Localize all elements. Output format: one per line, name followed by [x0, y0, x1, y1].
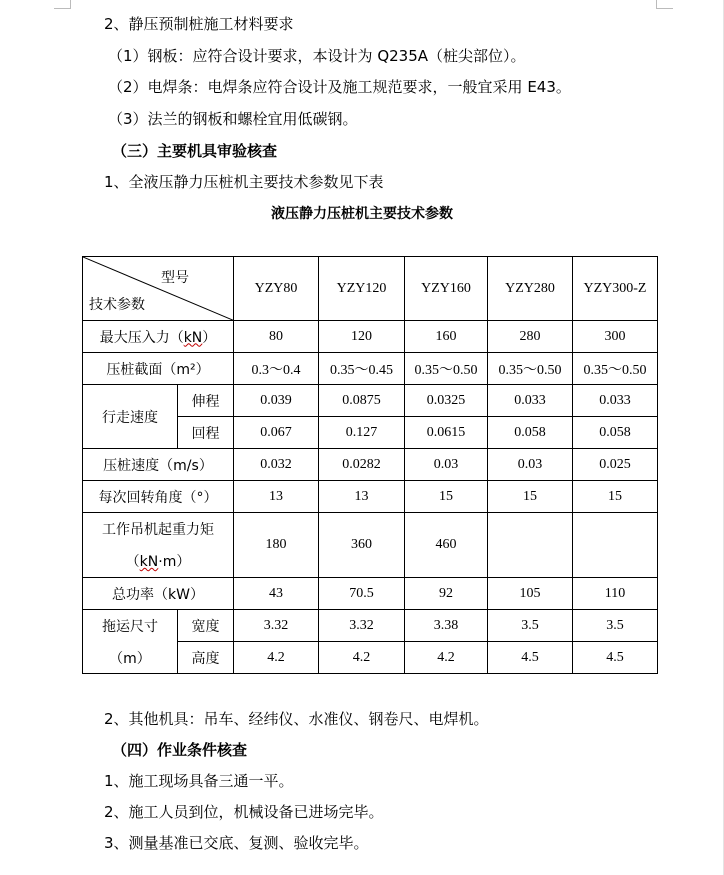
- row-label-line: 工作吊机起重力矩: [102, 522, 214, 538]
- table-cell: 300: [573, 321, 658, 353]
- table-cell: 92: [405, 578, 488, 610]
- pile-machine-spec-table: [82, 256, 658, 674]
- table-cell: 0.058: [488, 417, 573, 449]
- table-cell: 0.032: [234, 449, 319, 481]
- table-cell: [573, 513, 658, 578]
- row-group-label: 行走速度: [83, 385, 178, 449]
- table-cell: 0.067: [234, 417, 319, 449]
- table-cell: 3.32: [234, 610, 319, 642]
- model-header: YZY120: [319, 257, 405, 321]
- row-sublabel: 回程: [178, 417, 234, 449]
- table-cell: 0.033: [573, 385, 658, 417]
- table-cell: 0.039: [234, 385, 319, 417]
- row-label: 每次回转角度（°）: [83, 481, 234, 513]
- table-cell: 0.03: [488, 449, 573, 481]
- table-cell: 3.32: [319, 610, 405, 642]
- paragraph-staff-ready: 2、施工人员到位，机械设备已进场完毕。: [104, 803, 384, 821]
- paragraph-survey-ready: 3、测量基准已交底、复测、验收完毕。: [104, 834, 369, 852]
- table-cell: 0.033: [488, 385, 573, 417]
- table-cell: 4.5: [573, 642, 658, 674]
- table-cell: 0.0282: [319, 449, 405, 481]
- diagonal-header-cell: [83, 257, 234, 321]
- row-sublabel: 高度: [178, 642, 234, 674]
- unit-kn: kN: [139, 554, 159, 570]
- row-sublabel: 伸程: [178, 385, 234, 417]
- row-label: 压桩截面（m²）: [83, 353, 234, 385]
- table-header-row: [83, 257, 658, 321]
- table-row: [83, 578, 658, 610]
- model-header: YZY160: [405, 257, 488, 321]
- row-label: 最大压入力（kN）: [83, 321, 234, 353]
- table-cell: 15: [405, 481, 488, 513]
- table-cell: 15: [573, 481, 658, 513]
- paragraph-pile-machine-intro: 1、全液压静力压桩机主要技术参数见下表: [104, 173, 384, 191]
- table-cell: 120: [319, 321, 405, 353]
- table-cell: [488, 513, 573, 578]
- table-cell: 0.35～0.50: [405, 353, 488, 385]
- table-cell: 280: [488, 321, 573, 353]
- table-row: [83, 513, 658, 578]
- table-cell: 3.5: [573, 610, 658, 642]
- table-cell: 110: [573, 578, 658, 610]
- table-cell: 0.03: [405, 449, 488, 481]
- table-cell: 13: [234, 481, 319, 513]
- page-corner-mark-right: [656, 0, 673, 9]
- table-title: 液压静力压桩机主要技术参数: [271, 206, 453, 222]
- table-cell: 4.2: [319, 642, 405, 674]
- table-cell: 4.2: [234, 642, 319, 674]
- table-cell: 0.0615: [405, 417, 488, 449]
- paragraph-welding-rod: （2）电焊条：电焊条应符合设计及施工规范要求，一般宜采用 E43。: [108, 78, 571, 96]
- table-cell: 0.058: [573, 417, 658, 449]
- model-header: YZY80: [234, 257, 319, 321]
- row-group-line: 拖运尺寸: [102, 618, 158, 635]
- heading-work-conditions: （四）作业条件核查: [112, 741, 248, 759]
- table-cell: 4.5: [488, 642, 573, 674]
- table-cell: 80: [234, 321, 319, 353]
- header-spec-label: 技术参数: [89, 297, 145, 313]
- table-row: [83, 610, 658, 642]
- table-cell: 3.38: [405, 610, 488, 642]
- table-cell: 4.2: [405, 642, 488, 674]
- paragraph-material-requirements: 2、静压预制桩施工材料要求: [104, 15, 294, 33]
- table-cell: 70.5: [319, 578, 405, 610]
- heading-equipment-check: （三）主要机具审验核查: [112, 142, 278, 160]
- table-cell: 0.0875: [319, 385, 405, 417]
- table-cell: 0.35～0.50: [573, 353, 658, 385]
- row-group-line: （m）: [109, 650, 151, 667]
- paragraph-site-ready: 1、施工现场具备三通一平。: [104, 772, 294, 790]
- paragraph-other-equipment: 2、其他机具：吊车、经纬仪、水准仪、钢卷尺、电焊机。: [104, 710, 489, 728]
- table-row: [83, 321, 658, 353]
- table-cell: 180: [234, 513, 319, 578]
- row-label: [83, 513, 234, 578]
- table-cell: 43: [234, 578, 319, 610]
- table-cell: 0.0325: [405, 385, 488, 417]
- row-label-line: （kN·m）: [125, 554, 191, 570]
- table-cell: 0.3～0.4: [234, 353, 319, 385]
- unit-kn: kN: [183, 329, 203, 346]
- table-cell: 3.5: [488, 610, 573, 642]
- table-cell: 160: [405, 321, 488, 353]
- table-cell: 0.127: [319, 417, 405, 449]
- table-cell: 105: [488, 578, 573, 610]
- table-row: [83, 449, 658, 481]
- table-cell: 15: [488, 481, 573, 513]
- row-sublabel: 宽度: [178, 610, 234, 642]
- paragraph-flange-steel: （3）法兰的钢板和螺栓宜用低碳钢。: [108, 110, 358, 128]
- model-header: YZY300-Z: [573, 257, 658, 321]
- header-model-label: 型号: [161, 270, 189, 286]
- table-cell: 360: [319, 513, 405, 578]
- row-label: 总功率（kW）: [83, 578, 234, 610]
- paragraph-steel-plate: （1）钢板：应符合设计要求，本设计为 Q235A（桩尖部位）。: [108, 47, 526, 65]
- table-cell: 0.025: [573, 449, 658, 481]
- table-cell: 13: [319, 481, 405, 513]
- table-cell: 460: [405, 513, 488, 578]
- row-group-label: [83, 610, 178, 674]
- table-cell: 0.35～0.45: [319, 353, 405, 385]
- table-row: [83, 353, 658, 385]
- row-label: 压桩速度（m/s）: [83, 449, 234, 481]
- page-corner-mark-left: [54, 0, 71, 9]
- table-row: [83, 481, 658, 513]
- model-header: YZY280: [488, 257, 573, 321]
- table-cell: 0.35～0.50: [488, 353, 573, 385]
- table-row: [83, 385, 658, 417]
